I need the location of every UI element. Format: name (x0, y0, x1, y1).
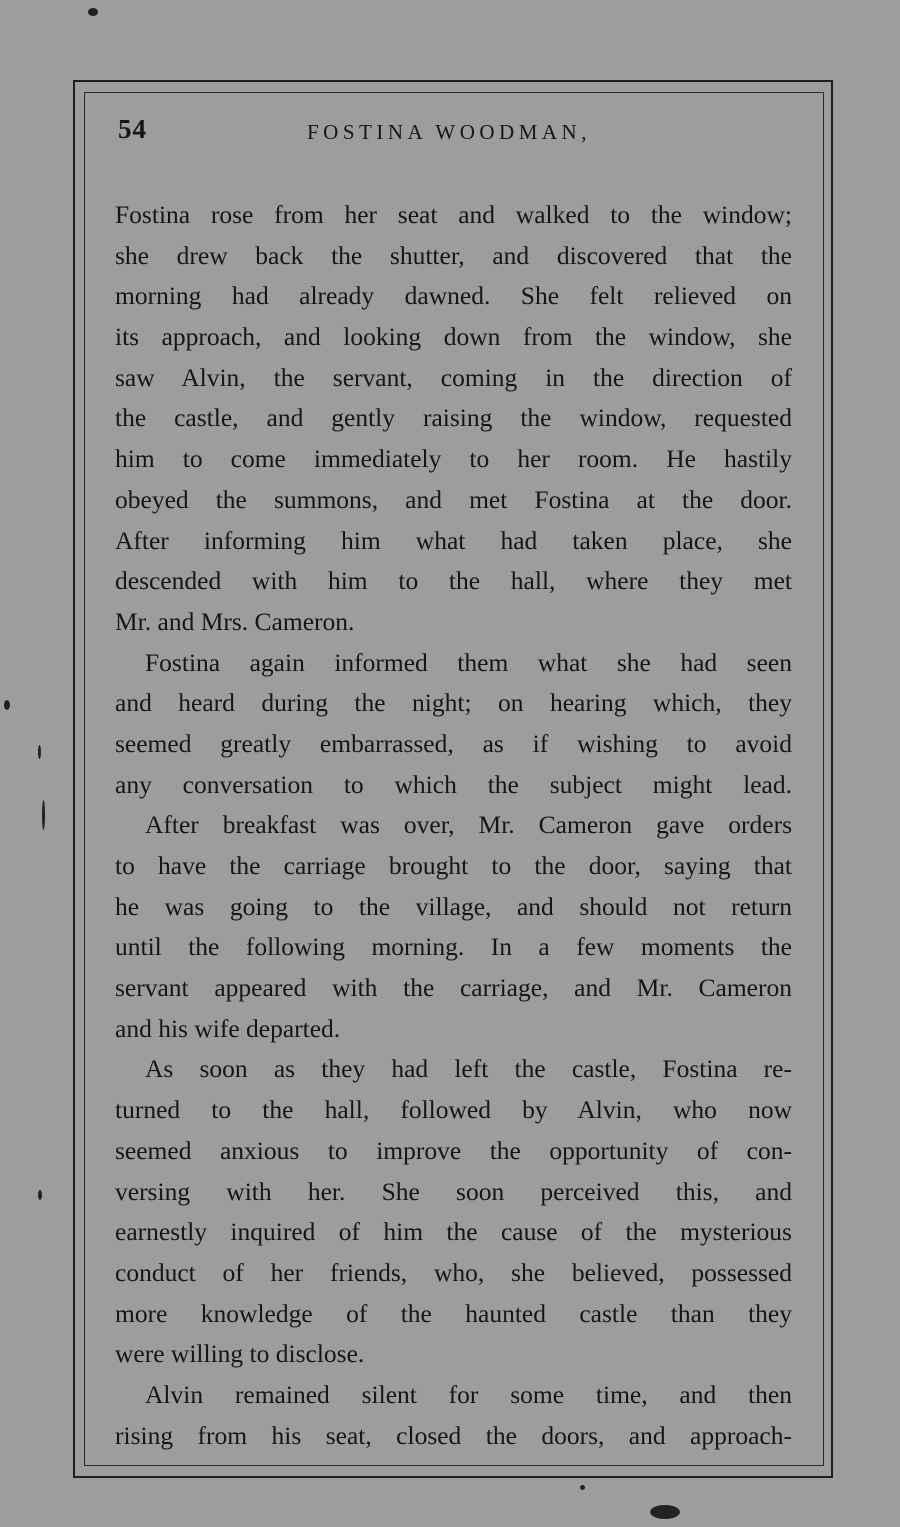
text-line: Mr. and Mrs. Cameron. (115, 606, 355, 636)
text-line: Alvin remained silent for some time, and then (145, 1379, 792, 1409)
text-line: saw Alvin, the servant, coming in the direction of (115, 362, 792, 392)
scan-speck (38, 1190, 42, 1200)
text-line: Fostina rose from her seat and walked to the window; (115, 200, 792, 229)
text-line: and his wife departed. (115, 1013, 341, 1043)
page-header (112, 112, 802, 152)
text-line: descended with him to the hall, where they met (115, 566, 792, 596)
text-line: After breakfast was over, Mr. Cameron gave orders (145, 810, 792, 840)
text-line: he was going to the village, and should not return (115, 891, 792, 921)
scan-speck (580, 1485, 585, 1490)
scan-speck (42, 800, 45, 830)
text-line: until the following morning. In a few moments the (115, 932, 792, 962)
scan-speck (4, 700, 10, 710)
text-line: its approach, and looking down from the window, she (115, 322, 792, 352)
text-line: seemed greatly embarrassed, as if wishing to avoid (115, 728, 792, 758)
text-line: As soon as they had left the castle, Fostina re- (145, 1054, 792, 1084)
text-line: and heard during the night; on hearing which, they (115, 688, 792, 718)
scan-speck (88, 8, 98, 16)
text-line: turned to the hall, followed by Alvin, who now (115, 1095, 792, 1125)
body-text (115, 195, 792, 1456)
text-line: servant appeared with the carriage, and Mr. Cameron (115, 973, 792, 1003)
running-title: FOSTINA WOODMAN, (307, 120, 591, 144)
text-line: Fostina again informed them what she had seen (145, 647, 792, 677)
scan-speck (650, 1505, 680, 1519)
page-number: 54 (118, 114, 147, 144)
text-line: seemed anxious to improve the opportunity of con- (115, 1135, 792, 1165)
text-line: After informing him what had taken place, she (115, 525, 792, 555)
text-line: the castle, and gently raising the window, requested (115, 403, 792, 433)
text-line: morning had already dawned. She felt relieved on (115, 281, 792, 311)
text-line: versing with her. She soon perceived this, and (115, 1176, 792, 1206)
text-line: him to come immediately to her room. He hastily (115, 444, 792, 474)
text-line: more knowledge of the haunted castle than they (115, 1298, 792, 1328)
text-line: conduct of her friends, who, she believed, possessed (115, 1257, 792, 1287)
text-line: obeyed the summons, and met Fostina at the door. (115, 484, 792, 514)
text-line: rising from his seat, closed the doors, and approach- (115, 1420, 792, 1450)
text-line: earnestly inquired of him the cause of the mysterious (115, 1217, 792, 1247)
text-line: any conversation to which the subject might lead. (115, 769, 792, 799)
text-line: were willing to disclose. (115, 1339, 365, 1369)
text-line: she drew back the shutter, and discovered that the (115, 240, 792, 270)
text-line: to have the carriage brought to the door, saying that (115, 851, 792, 880)
scan-speck (38, 745, 41, 759)
